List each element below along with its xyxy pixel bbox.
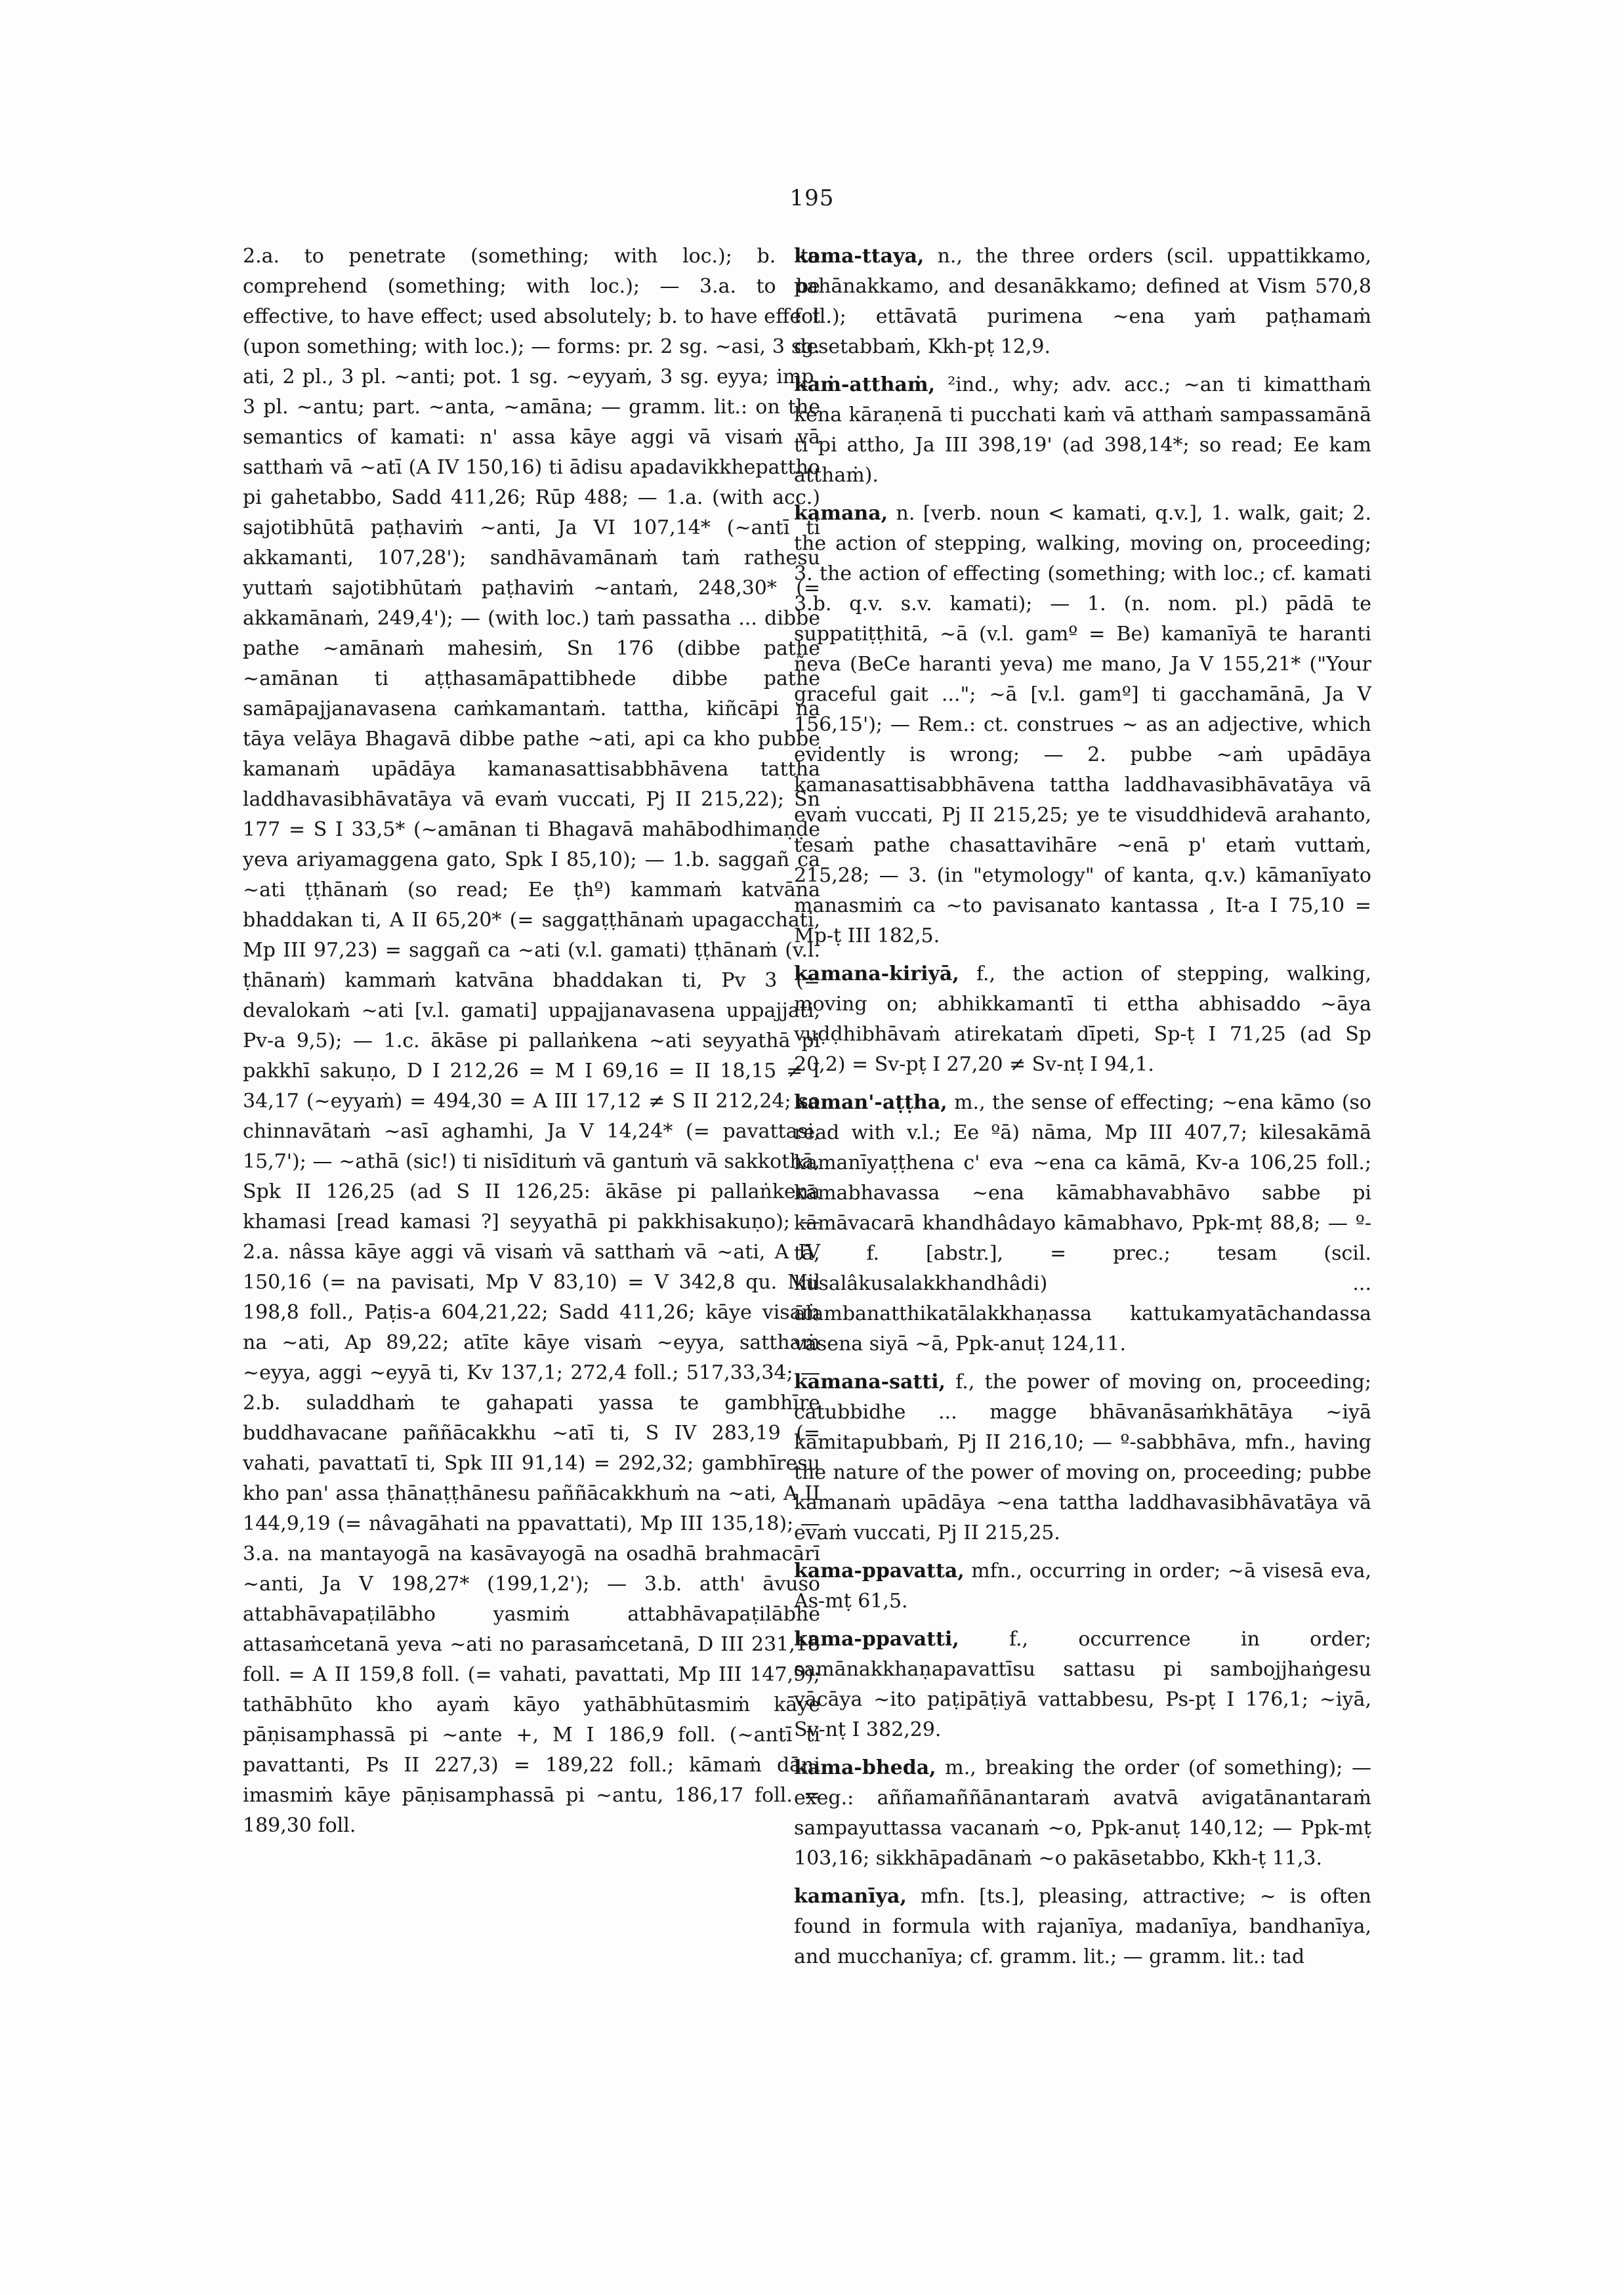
entry-text: n. [verb. noun < kamati, q.v.], 1. walk, gait; 2. the action of stepping, walking, moving on, proceeding; 3. the action of effecting (something; with loc.; cf. kamati 3.b. q.v. s.v. kamati); — 1. (n. nom. pl.) pādā te suppatiṭṭhitā, ~ā (v.l. gamº = Be) kamanīyā te haranti ñeva (BeCe haranti yeva) me mano, Ja V 155,21* ("Your graceful gait ..."; ~ā [v.l. gamº] ti gacchamānā, Ja V 156,15'); — Rem.: ct. construes ~ as an adjective, which evidently is wrong; — 2. pubbe ~aṁ upādāya kamanasattisabbhāvena tattha laddhavasibhāvatāya vā evaṁ vuccati, Pj II 215,25; ye te visuddhidevā arahanto, tesaṁ pathe chasattavihāre ~enā p' etaṁ vuttaṁ, 215,28; — 3. (in "etymology" of kanta, q.v.) kāmanīyato manasmiṁ ca ~to pavisanato kantassa , It-a I 75,10 = Mp-ṭ III 182,5. bbox=[794, 502, 1371, 947]
entry-headword: kamana-satti, bbox=[794, 1371, 946, 1394]
dictionary-entry bbox=[794, 1556, 1371, 1617]
entry-headword: kama-ttaya, bbox=[794, 245, 925, 268]
entry-text: m., the sense of effecting; ~ena kāmo (so read with v.l.; Ee ºā) nāma, Mp III 407,7; kilesakāmā kamanīyaṭṭhena c' eva ~ena ca kāmā, Kv-a 106,25 foll.; kāmabhavassa ~ena kāmabhavabhāvo sabbe pi kāmāvacarā khandhâdayo kāmabhavo, Ppk-mṭ 88,8; — º-tā, f. [abstr.], = prec.; tesam (scil. kusalâkusalakkhandhâdi) ... ālambanatthikatālakkhaṇassa kattukamyatāchandassa vasena siyā ~ā, Ppk-anuṭ 124,11. bbox=[794, 1091, 1371, 1355]
entry-text: f., the power of moving on, proceeding; catubbidhe ... magge bhāvanāsaṁkhātāya ~iyā kamitapubbaṁ, Pj II 216,10; — º-sabbhāva, mfn., having the nature of the power of moving on, proceeding; pubbe kamanaṁ upādāya ~ena tattha laddhavasibhāvatāya vā evaṁ vuccati, Pj II 215,25. bbox=[794, 1371, 1371, 1544]
entry-text: n., the three orders (scil. uppattikkamo, pahānakkamo, and desanākkamo; defined at Vism 570,8 foll.); ettāvatā purimena ~ena yaṁ paṭhamaṁ desetabbaṁ, Kkh-pṭ 12,9. bbox=[794, 245, 1371, 358]
dictionary-entry bbox=[794, 241, 1371, 362]
entry-headword: kaṁ-atthaṁ, bbox=[794, 373, 936, 396]
entry-headword: kama-bheda, bbox=[794, 1756, 936, 1779]
entry-headword: kamanīya, bbox=[794, 1885, 907, 1908]
entry-text: mfn. [ts.], pleasing, attractive; ~ is often found in formula with rajanīya, madanīya, bandhanīya, and mucchanīya; cf. gramm. lit.; — gramm. lit.: tad bbox=[794, 1885, 1371, 1968]
entry-headword: kama-ppavatta, bbox=[794, 1560, 965, 1582]
entry-continuation-paragraph: 2.a. to penetrate (something; with loc.); b. to comprehend (something; with loc.); — 3.a. to be effective, to have effect; used absolutely; b. to have effect (upon something; with loc.); — forms: pr. 2 sg. ~asi, 3 sg. ati, 2 pl., 3 pl. ~anti; pot. 1 sg. ~eyyaṁ, 3 sg. eyya; imp. 3 pl. ~antu; part. ~anta, ~amāna; — gramm. lit.: on the semantics of kamati: n' assa kāye aggi vā visaṁ vā satthaṁ vā ~atī (A IV 150,16) ti ādisu apadavikkhepattho pi gahetabbo, Sadd 411,26; Rūp 488; — 1.a. (with acc.) sajotibhūtā paṭhaviṁ ~anti, Ja VI 107,14* (~antī ti akkamanti, 107,28'); sandhāvamānaṁ taṁ rathesu yuttaṁ sajotibhūtaṁ paṭhaviṁ ~antaṁ, 248,30* (= akkamānaṁ, 249,4'); — (with loc.) taṁ passatha ... dibbe pathe ~amānaṁ mahesiṁ, Sn 176 (dibbe pathe ~amānan ti aṭṭhasamāpattibhede dibbe pathe samāpajjanavasena caṁkamantaṁ. tattha, kiñcāpi na tāya velāya Bhagavā dibbe pathe ~ati, api ca kho pubbe kamanaṁ upādāya kamanasattisabbhāvena tattha laddhavasibhāvatāya vā evaṁ vuccati, Pj II 215,22); Sn 177 = S I 33,5* (~amānan ti Bhagavā mahābodhimaṇḍe yeva ariyamaggena gato, Spk I 85,10); — 1.b. saggañ ca ~ati ṭṭhānaṁ (so read; Ee ṭhº) kammaṁ katvāna bhaddakan ti, A II 65,20* (= saggaṭṭhānaṁ upagacchati, Mp III 97,23) = saggañ ca ~ati (v.l. gamati) ṭṭhānaṁ (v.l. ṭhānaṁ) kammaṁ katvāna bhaddakan ti, Pv 3 (= devalokaṁ ~ati [v.l. gamati] uppajjanavasena uppajjati, Pv-a 9,5); — 1.c. ākāse pi pallaṅkena ~ati seyyathā pi pakkhī sakuṇo, D I 212,26 = M I 69,16 = II 18,15 ≠ I 34,17 (~eyyaṁ) = 494,30 = A III 17,12 ≠ S II 212,24; so chinnavātaṁ ~asī aghamhi, Ja V 14,24* (= pavattasi, 15,7'); — ~athā (sic!) ti nisīdituṁ vā gantuṁ vā sakkothā, Spk II 126,25 (ad S II 126,25: ākāse pi pallaṅkena khamasi [read kamasi ?] seyyathā pi pakkhisakuṇo); — 2.a. nâssa kāye aggi vā visaṁ vā satthaṁ vā ~ati, A IV 150,16 (= na pavisati, Mp V 83,10) = V 342,8 qu. Mil 198,8 foll., Paṭis-a 604,21,22; Sadd 411,26; kāye visaṁ na ~ati, Ap 89,22; atīte kāye visaṁ ~eyya, satthaṁ ~eyya, aggi ~eyyā ti, Kv 137,1; 272,4 foll.; 517,33,34; — 2.b. suladdhaṁ te gahapati yassa te gambhīre buddhavacane paññācakkhu ~atī ti, S IV 283,19 (= vahati, pavattatī ti, Spk III 91,14) = 292,32; gambhīresu kho pan' assa ṭhānaṭṭhānesu paññācakkhuṁ na ~ati, A II 144,9,19 (= nâvagāhati na ppavattati), Mp III 135,18); — 3.a. na mantayogā na kasāvayogā na osadhā brahmacārī ~anti, Ja V 198,27* (199,1,2'); — 3.b. atth' āvuso attabhāvapaṭilābho yasmiṁ attabhāvapaṭilābhe attasaṁcetanā yeva ~ati no parasaṁcetanā, D III 231,18 foll. = A II 159,8 foll. (= vahati, pavattati, Mp III 147,9); tathābhūto kho ayaṁ kāyo yathābhūtasmiṁ kāye pāṇisamphassā pi ~ante +, M I 186,9 foll. (~antī ti pavattanti, Ps II 227,3) = 189,22 foll.; kāmaṁ dāni imasmiṁ kāye pāṇisamphassā pi ~antu, 186,17 foll. = 189,30 foll. bbox=[243, 245, 820, 1837]
dictionary-entry bbox=[794, 1753, 1371, 1874]
entry-text: f., occurrence in order; samānakkhaṇapavattīsu sattasu pi sambojjhaṅgesu vācāya ~ito paṭipāṭiyā vattabbesu, Ps-pṭ I 176,1; ~iyā, Sv-nṭ I 382,29. bbox=[794, 1628, 1371, 1741]
entry-headword: kamana, bbox=[794, 502, 888, 525]
right-column bbox=[794, 241, 1371, 1972]
left-column bbox=[243, 241, 820, 1841]
entry-text: mfn., occurring in order; ~ā visesā eva, As-mṭ 61,5. bbox=[794, 1560, 1371, 1613]
entry-text: m., breaking the order (of something); — exeg.: aññamaññānantaraṁ avatvā avigatānantaraṁ sampayuttassa vacanaṁ ~o, Ppk-anuṭ 140,12; — Ppk-mṭ 103,16; sikkhāpadānaṁ ~o pakāsetabbo, Kkh-ṭ 11,3. bbox=[794, 1756, 1371, 1870]
dictionary-entry bbox=[794, 1367, 1371, 1548]
dictionary-entry bbox=[794, 370, 1371, 491]
dictionary-entry bbox=[794, 1624, 1371, 1745]
entry-headword: kaman'-aṭṭha, bbox=[794, 1091, 947, 1114]
dictionary-entry bbox=[794, 1882, 1371, 1972]
dictionary-entry bbox=[794, 1088, 1371, 1359]
entry-text: ²ind., why; adv. acc.; ~an ti kimatthaṁ kena kāraṇenā ti pucchati kaṁ vā atthaṁ sampassamānā ti pi attho, Ja III 398,19' (ad 398,14*; so read; Ee kam atthaṁ). bbox=[794, 373, 1371, 487]
entry-text: f., the action of stepping, walking, moving on; abhikkamantī ti ettha abhisaddo ~āya vuḍḍhibhāvaṁ atirekataṁ dīpeti, Sp-ṭ I 71,25 (ad Sp 20,2) = Sv-pṭ I 27,20 ≠ Sv-nṭ I 94,1. bbox=[794, 962, 1371, 1076]
entry-headword: kamana-kiriyā, bbox=[794, 962, 959, 985]
page-number: 195 bbox=[789, 185, 835, 211]
entry-headword: kama-ppavatti, bbox=[794, 1628, 959, 1651]
dictionary-entry bbox=[794, 959, 1371, 1080]
dictionary-entry bbox=[794, 499, 1371, 951]
